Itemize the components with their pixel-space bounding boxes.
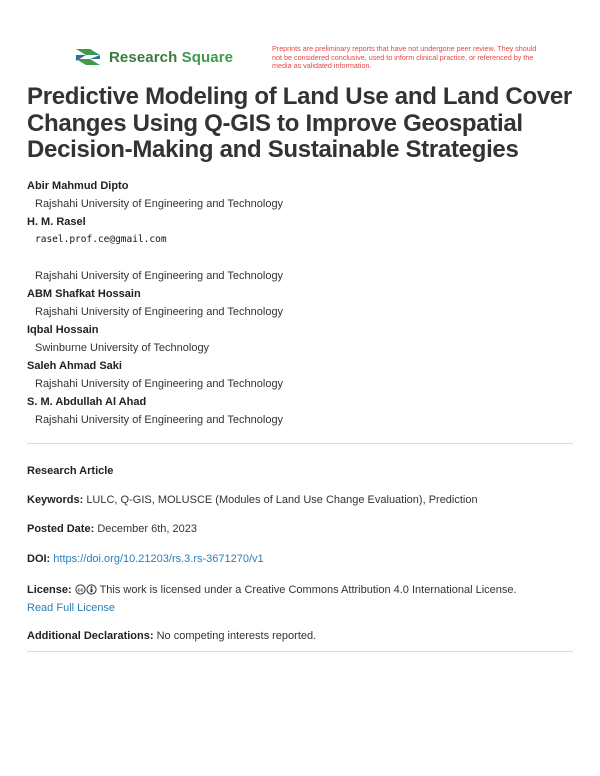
author-entry (27, 395, 573, 431)
author-entry (27, 359, 573, 395)
license-label: License: (27, 584, 72, 596)
author-name[interactable]: Iqbal Hossain (27, 324, 99, 336)
keywords-value: LULC, Q-GIS, MOLUSCE (Modules of Land Use Change Evaluation), Prediction (86, 494, 478, 506)
doi-row (27, 552, 573, 566)
author-affiliation: Swinburne University of Technology (35, 342, 210, 354)
doi-label: DOI: (27, 553, 51, 565)
posted-date-label: Posted Date: (27, 523, 95, 535)
declarations-value: No competing interests reported. (156, 630, 317, 642)
keywords-row (27, 493, 573, 507)
author-name[interactable]: Abir Mahmud Dipto (27, 180, 129, 192)
brand-word-research: Research (109, 48, 178, 66)
author-email[interactable]: rasel.prof.ce@gmail.com (35, 234, 167, 245)
research-square-logo[interactable] (74, 46, 233, 68)
author-name[interactable]: S. M. Abdullah Al Ahad (27, 396, 147, 408)
doi-link[interactable]: https://doi.org/10.21203/rs.3.rs-3671270/v1 (53, 553, 264, 565)
section-divider (27, 443, 573, 444)
author-name[interactable]: H. M. Rasel (27, 216, 86, 228)
paper-title: Predictive Modeling of Land Use and Land Cover Changes Using Q-GIS to Improve Geospatial Decision-Making and Sustainable Strategies (27, 83, 572, 163)
article-type-value: Research Article (27, 465, 114, 477)
license-text: This work is licensed under a Creative Commons Attribution 4.0 International License. (99, 584, 517, 596)
author-entry (27, 215, 573, 287)
cc-by-icon[interactable] (75, 584, 97, 600)
svg-text:cc: cc (77, 587, 84, 594)
posted-date-row (27, 522, 573, 536)
author-entry (27, 323, 573, 359)
read-full-license-link[interactable]: Read Full License (27, 602, 116, 614)
author-affiliation: Rajshahi University of Engineering and Technology (35, 198, 284, 210)
posted-date-value: December 6th, 2023 (97, 523, 197, 535)
license-row (27, 582, 573, 616)
declarations-row (27, 629, 573, 643)
author-name[interactable]: Saleh Ahmad Saki (27, 360, 122, 372)
preprint-notice: Preprints are preliminary reports that have not undergone peer review. They should not be considered conclusive, used to inform clinical practice, or referenced by the media as validated information. (272, 44, 537, 71)
author-name[interactable]: ABM Shafkat Hossain (27, 288, 141, 300)
author-affiliation: Rajshahi University of Engineering and Technology (35, 306, 284, 318)
brand-name (109, 49, 233, 66)
brand-word-square: Square (181, 48, 234, 66)
author-list (27, 179, 573, 431)
author-affiliation: Rajshahi University of Engineering and Technology (35, 378, 284, 390)
author-affiliation: Rajshahi University of Engineering and Technology (35, 270, 284, 282)
keywords-label: Keywords: (27, 494, 84, 506)
author-entry (27, 287, 573, 323)
section-divider (27, 651, 573, 652)
author-affiliation: Rajshahi University of Engineering and Technology (35, 414, 284, 426)
article-type (27, 464, 573, 478)
declarations-label: Additional Declarations: (27, 630, 154, 642)
research-square-logo-icon (74, 46, 102, 68)
author-entry (27, 179, 573, 215)
